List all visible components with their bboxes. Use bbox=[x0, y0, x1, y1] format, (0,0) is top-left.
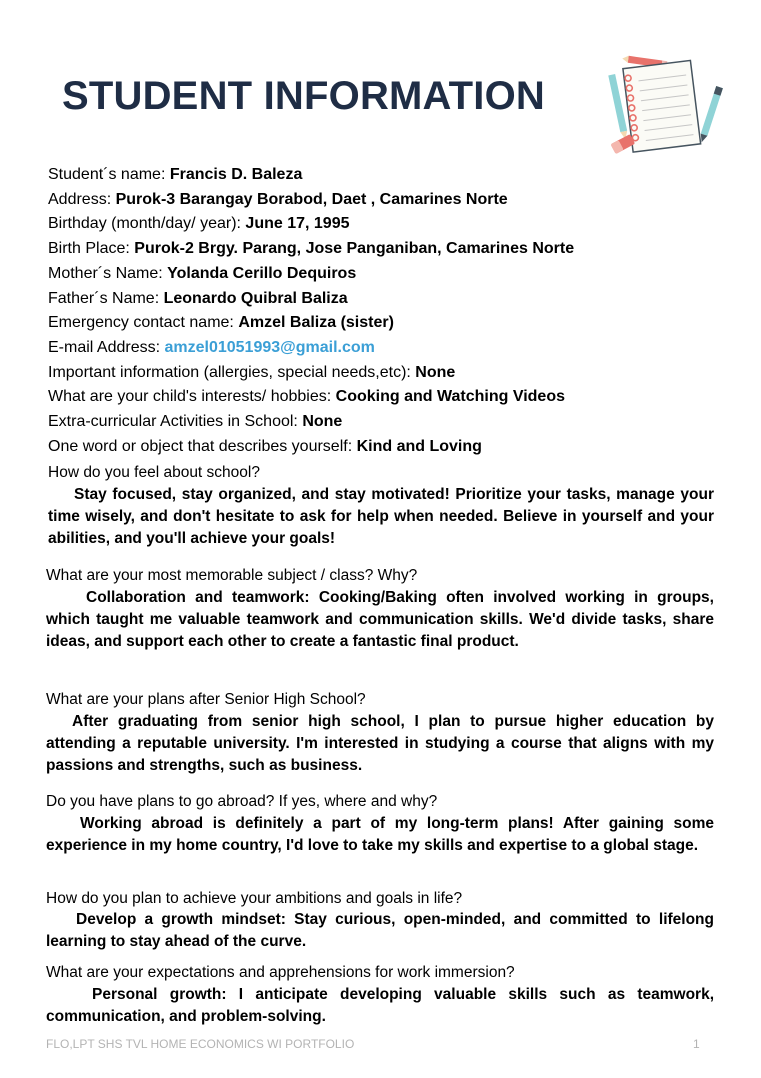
field-emergency-contact: Emergency contact name: Amzel Baliza (sister) bbox=[48, 314, 394, 332]
page-footer: FLO,LPT SHS TVL HOME ECONOMICS WI PORTFOLIO bbox=[46, 1037, 355, 1051]
question-go-abroad: Do you have plans to go abroad? If yes, where and why? bbox=[46, 793, 438, 810]
field-student-name: Student´s name: Francis D. Baleza bbox=[48, 166, 303, 183]
page-number: 1 bbox=[693, 1037, 700, 1051]
question-feel-about-school: How do you feel about school? bbox=[48, 464, 260, 481]
field-birthday: Birthday (month/day/ year): June 17, 1995 bbox=[48, 215, 350, 233]
answer-work-immersion: Personal growth: I anticipate developing valuable skills such as teamwork, communication, and problem-solving. bbox=[46, 986, 714, 1025]
answer-plans-after-shs: After graduating from senior high school, I plan to pursue higher education by attending a reputable university. I'm interested in studying a course that aligns with my passions and strengths, such as business. bbox=[46, 713, 714, 774]
student-info-fields bbox=[48, 163, 728, 459]
answer-achieve-ambitions: Develop a growth mindset: Stay curious, open-minded, and committed to lifelong learning to stay ahead of the curve. bbox=[46, 911, 714, 950]
field-interests: What are your child's interests/ hobbies: Cooking and Watching Videos bbox=[48, 388, 565, 406]
question-achieve-ambitions: How do you plan to achieve your ambitions and goals in life? bbox=[46, 890, 463, 907]
field-mother-name: Mother´s Name: Yolanda Cerillo Dequiros bbox=[48, 264, 357, 282]
field-email: E-mail Address: amzel01051993@gmail.com bbox=[48, 338, 375, 356]
field-address: Address: Purok-3 Barangay Borabod, Daet , Camarines Norte bbox=[48, 190, 508, 208]
answer-memorable-subject: Collaboration and teamwork: Cooking/Baking often involved working in groups, which taught me valuable teamwork and communication skills. We'd divide tasks, share ideas, and support each other to create a fantastic final product. bbox=[46, 589, 714, 650]
answer-go-abroad: Working abroad is definitely a part of my long-term plans! After gaining some experience in my home country, I'd love to take my skills and expertise to a global stage. bbox=[46, 815, 714, 854]
field-self-description: One word or object that describes yourself: Kind and Loving bbox=[48, 437, 482, 455]
question-plans-after-shs: What are your plans after Senior High School? bbox=[46, 691, 366, 708]
answer-feel-about-school: Stay focused, stay organized, and stay motivated! Prioritize your tasks, manage your time wisely, and don't hesitate to ask for help when needed. Believe in yourself and your abilities, and you'll achieve your goals! bbox=[48, 486, 714, 547]
email-link[interactable]: amzel01051993@gmail.com bbox=[164, 338, 375, 356]
field-important-info: Important information (allergies, special needs,etc): None bbox=[48, 363, 456, 381]
question-work-immersion: What are your expectations and apprehensions for work immersion? bbox=[46, 964, 515, 981]
field-extracurricular: Extra-curricular Activities in School: None bbox=[48, 413, 343, 431]
question-memorable-subject: What are your most memorable subject / class? Why? bbox=[46, 567, 418, 584]
notepad-pencil-icon bbox=[606, 52, 724, 158]
page-title: STUDENT INFORMATION bbox=[62, 74, 546, 118]
field-birth-place: Birth Place: Purok-2 Brgy. Parang, Jose Panganiban, Camarines Norte bbox=[48, 240, 575, 258]
field-father-name: Father´s Name: Leonardo Quibral Baliza bbox=[48, 289, 348, 307]
